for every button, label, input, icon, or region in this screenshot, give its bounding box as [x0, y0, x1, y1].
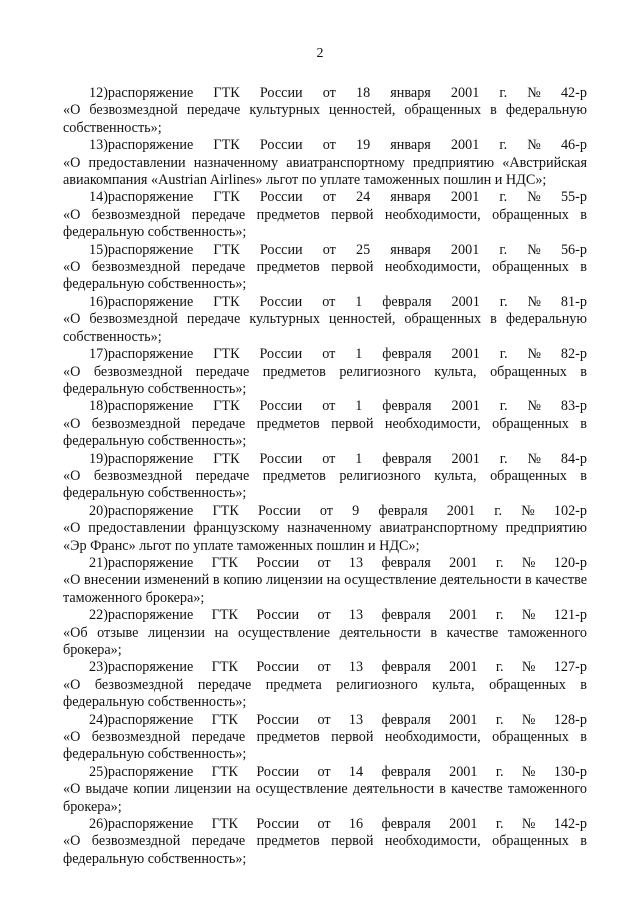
item-word: России [256, 763, 300, 780]
item-word: распоряжение [107, 450, 194, 467]
item-lead [89, 189, 193, 206]
item-title: «О безвозмездной передаче предметов первой необходимости, обращенных в федеральную собственность»; [63, 729, 587, 763]
item-word: ГТК [213, 293, 240, 310]
item-word: № [521, 607, 536, 624]
item-word: распоряжение [107, 659, 194, 676]
item-word: распоряжение [107, 711, 194, 728]
item-word: распоряжение [107, 241, 194, 258]
item-word: ГТК [211, 763, 238, 780]
item-word: 82-р [560, 346, 587, 363]
list-item [63, 85, 587, 137]
item-word: от [317, 659, 331, 676]
item-first-line [63, 346, 587, 363]
item-word: 120-р [553, 554, 587, 571]
item-word: от [322, 85, 336, 101]
list-item [63, 816, 587, 868]
item-lead [89, 607, 193, 624]
item-number: 20) [89, 502, 108, 519]
item-word: января [390, 189, 431, 206]
item-word: 2001 [449, 816, 478, 833]
item-title: «О безвозмездной передаче предметов первой необходимости, обращенных в федеральную собственность»; [63, 259, 587, 293]
item-word: 2001 [451, 346, 480, 363]
item-title: «О безвозмездной передаче предметов религиозного культа, обращенных в федеральную собственность»; [63, 467, 587, 502]
item-word: 2001 [450, 189, 480, 206]
item-title: «О предоставлении назначенному авиатранспортному предприятию «Австрийская авиакомпания «Austrian Airlines» льгот по уплате таможенных пошлин и НДС»; [63, 154, 587, 189]
item-word: № [521, 554, 536, 571]
item-word: распоряжение [107, 398, 194, 415]
item-word: 83-р [560, 398, 587, 415]
item-word: России [256, 711, 300, 728]
item-number: 23) [89, 659, 108, 676]
item-word: 25 [355, 241, 371, 258]
item-title: «О безвозмездной передаче предмета религиозного культа, обращенных в федеральную собственность»; [63, 676, 587, 711]
item-first-line [63, 294, 587, 311]
item-word: 1 [355, 398, 363, 415]
item-word: 2001 [451, 398, 480, 415]
item-word: ГТК [213, 189, 240, 206]
item-number: 21) [89, 554, 108, 571]
list-item [63, 189, 587, 241]
item-word: № [521, 816, 536, 833]
item-number: 22) [89, 607, 108, 624]
item-word: № [527, 450, 541, 467]
item-word: № [527, 137, 541, 154]
item-word: г. [494, 502, 503, 519]
item-number: 12) [89, 85, 108, 101]
item-word: февраля [378, 502, 428, 519]
item-word: г. [495, 816, 504, 833]
item-word: г. [499, 346, 508, 363]
item-first-line [63, 764, 587, 781]
item-word: от [319, 502, 333, 519]
item-lead [89, 346, 193, 363]
item-word: от [322, 450, 336, 467]
item-number: 24) [89, 711, 108, 728]
item-word: февраля [381, 659, 431, 676]
item-word: 42-р [560, 85, 587, 101]
item-word: России [259, 450, 303, 467]
item-word: № [527, 346, 541, 363]
item-word: февраля [381, 607, 431, 624]
item-lead [89, 816, 193, 833]
item-number: 13) [89, 137, 108, 154]
item-word: России [257, 502, 301, 519]
item-word: от [317, 554, 331, 571]
item-word: г. [499, 293, 508, 310]
item-word: 84-р [560, 450, 587, 467]
item-word: России [259, 398, 303, 415]
list-item [63, 137, 587, 189]
item-word: распоряжение [107, 293, 194, 310]
item-title: «О выдаче копии лицензии на осуществление деятельности в качестве таможенного брокера»; [63, 781, 587, 815]
item-number: 16) [89, 293, 108, 310]
item-title: «О безвозмездной передаче культурных ценностей, обращенных в федеральную собственность»; [63, 311, 587, 345]
item-word: распоряжение [107, 137, 194, 154]
item-word: 18 [355, 85, 371, 101]
item-word: 130-р [553, 763, 587, 780]
item-word: 2001 [449, 607, 478, 624]
item-word: России [256, 607, 300, 624]
item-word: от [322, 241, 336, 258]
item-first-line [63, 189, 587, 206]
item-first-line [63, 451, 587, 468]
list-item [63, 555, 587, 607]
item-first-line [63, 816, 587, 833]
item-word: ГТК [211, 816, 238, 833]
item-word: 127-р [553, 659, 587, 676]
item-lead [89, 503, 193, 520]
item-first-line [63, 712, 587, 729]
item-word: от [317, 607, 331, 624]
item-word: распоряжение [107, 85, 194, 101]
item-word: 2001 [450, 85, 480, 101]
item-first-line [63, 242, 587, 259]
item-lead [89, 451, 193, 468]
item-word: февраля [382, 346, 432, 363]
item-lead [89, 555, 193, 572]
item-word: г. [495, 554, 504, 571]
item-word: 121-р [553, 607, 587, 624]
item-number: 15) [89, 241, 108, 258]
item-word: ГТК [213, 450, 240, 467]
item-word: распоряжение [107, 607, 194, 624]
item-word: 128-р [553, 711, 587, 728]
item-word: распоряжение [107, 763, 194, 780]
item-word: распоряжение [107, 816, 194, 833]
item-word: России [259, 189, 303, 206]
item-lead [89, 712, 193, 729]
item-lead [89, 398, 193, 415]
item-title: «Об отзыве лицензии на осуществление деятельности в качестве таможенного брокера»; [63, 624, 587, 658]
item-word: 1 [355, 293, 363, 310]
item-word: № [527, 189, 541, 206]
list-item [63, 294, 587, 346]
item-word: г. [499, 398, 508, 415]
item-word: от [317, 763, 331, 780]
item-word: 16 [348, 816, 364, 833]
item-word: февраля [382, 293, 432, 310]
item-title: «О безвозмездной передаче культурных ценностей, обращенных в федеральную собственность»; [63, 102, 587, 136]
item-word: России [256, 659, 300, 676]
item-word: 2001 [451, 293, 480, 310]
list-item [63, 346, 587, 398]
item-word: № [521, 502, 535, 519]
item-lead [89, 764, 193, 781]
item-word: России [259, 346, 303, 363]
item-word: ГТК [211, 711, 238, 728]
list-item [63, 712, 587, 764]
item-word: № [521, 763, 536, 780]
item-word: 14 [348, 763, 364, 780]
item-word: февраля [381, 763, 431, 780]
item-word: от [322, 398, 336, 415]
item-word: февраля [381, 554, 431, 571]
item-word: распоряжение [107, 502, 194, 519]
item-number: 25) [89, 763, 108, 780]
item-word: 56-р [560, 241, 587, 258]
item-word: 46-р [560, 137, 587, 154]
item-word: г. [495, 607, 504, 624]
item-first-line [63, 503, 587, 520]
item-word: г. [499, 450, 508, 467]
item-word: от [322, 293, 336, 310]
item-word: № [527, 398, 541, 415]
item-number: 17) [89, 346, 108, 363]
list-item [63, 764, 587, 816]
item-word: 2001 [449, 554, 478, 571]
item-word: от [317, 711, 331, 728]
list-item [63, 451, 587, 503]
item-title: «О предоставлении французскому назначенному авиатранспортному предприятию «Эр Франс» льгот по уплате таможенных пошлин и НДС»; [63, 520, 587, 554]
item-word: России [259, 293, 303, 310]
item-word: г. [495, 659, 504, 676]
item-word: России [256, 816, 300, 833]
item-word: распоряжение [107, 346, 194, 363]
item-word: 2001 [446, 502, 476, 519]
item-word: ГТК [213, 398, 240, 415]
item-title: «О внесении изменений в копию лицензии на осуществление деятельности в качестве таможенного брокера»; [63, 572, 587, 606]
item-word: от [322, 346, 336, 363]
item-word: г. [499, 137, 508, 154]
item-first-line [63, 659, 587, 676]
item-title: «О безвозмездной передаче предметов первой необходимости, обращенных в федеральную собственность»; [63, 206, 587, 241]
item-word: 102-р [553, 502, 587, 519]
item-word: января [390, 137, 431, 154]
item-word: ГТК [213, 85, 240, 101]
item-word: 13 [348, 711, 364, 728]
item-word: февраля [381, 711, 431, 728]
item-word: января [390, 241, 431, 258]
item-first-line [63, 607, 587, 624]
item-word: № [527, 241, 541, 258]
item-word: 19 [355, 137, 371, 154]
item-number: 18) [89, 398, 108, 415]
item-lead [89, 659, 193, 676]
item-number: 14) [89, 189, 108, 206]
item-word: ГТК [212, 502, 239, 519]
item-word: 9 [352, 502, 360, 519]
item-lead [89, 137, 193, 154]
page-number: 2 [316, 46, 324, 61]
item-word: г. [499, 189, 508, 206]
item-first-line [63, 85, 587, 102]
list-item [63, 398, 587, 450]
list-item [63, 659, 587, 711]
item-number: 26) [89, 816, 108, 833]
item-word: февраля [381, 816, 431, 833]
item-word: г. [495, 711, 504, 728]
item-word: 1 [355, 450, 363, 467]
item-word: февраля [382, 398, 432, 415]
item-title: «О безвозмездной передаче предметов первой необходимости, обращенных в федеральную собственность»; [63, 415, 587, 450]
item-word: от [322, 189, 336, 206]
item-first-line [63, 398, 587, 415]
item-word: № [527, 293, 541, 310]
order-list [63, 85, 587, 868]
list-item [63, 607, 587, 659]
item-word: России [256, 554, 300, 571]
item-lead [89, 85, 193, 102]
item-word: февраля [382, 450, 432, 467]
item-word: России [259, 137, 303, 154]
item-word: № [521, 659, 536, 676]
item-word: распоряжение [107, 554, 194, 571]
item-word: ГТК [213, 346, 240, 363]
item-word: г. [499, 241, 508, 258]
item-word: ГТК [211, 659, 238, 676]
item-word: 2001 [449, 659, 478, 676]
item-word: 55-р [560, 189, 587, 206]
item-word: распоряжение [107, 189, 194, 206]
item-word: 2001 [451, 450, 480, 467]
item-word: 1 [355, 346, 363, 363]
item-word: ГТК [211, 607, 238, 624]
item-title: «О безвозмездной передаче предметов религиозного культа, обращенных в федеральную собственность»; [63, 363, 587, 397]
item-word: 142-р [553, 816, 587, 833]
item-word: 13 [348, 659, 364, 676]
item-word: от [322, 137, 336, 154]
item-word: 24 [355, 189, 371, 206]
item-word: 2001 [450, 137, 480, 154]
item-word: 13 [348, 554, 364, 571]
list-item [63, 503, 587, 555]
item-word: ГТК [211, 554, 238, 571]
item-word: № [521, 711, 536, 728]
item-word: от [317, 816, 331, 833]
item-lead [89, 294, 193, 311]
item-word: ГТК [213, 137, 240, 154]
item-word: г. [499, 85, 508, 101]
item-word: России [259, 241, 303, 258]
item-first-line [63, 137, 587, 154]
item-word: г. [495, 763, 504, 780]
item-word: ГТК [213, 241, 240, 258]
item-word: января [390, 85, 431, 101]
item-word: 2001 [449, 763, 478, 780]
item-word: России [259, 85, 303, 101]
list-item [63, 242, 587, 294]
item-word: 2001 [450, 241, 480, 258]
item-word: 13 [348, 607, 364, 624]
item-word: 2001 [449, 711, 478, 728]
item-title: «О безвозмездной передаче предметов первой необходимости, обращенных в федеральную собственность»; [63, 833, 587, 867]
item-word: 81-р [560, 293, 587, 310]
item-word: № [527, 85, 541, 101]
item-first-line [63, 555, 587, 572]
item-number: 19) [89, 450, 108, 467]
item-lead [89, 242, 193, 259]
